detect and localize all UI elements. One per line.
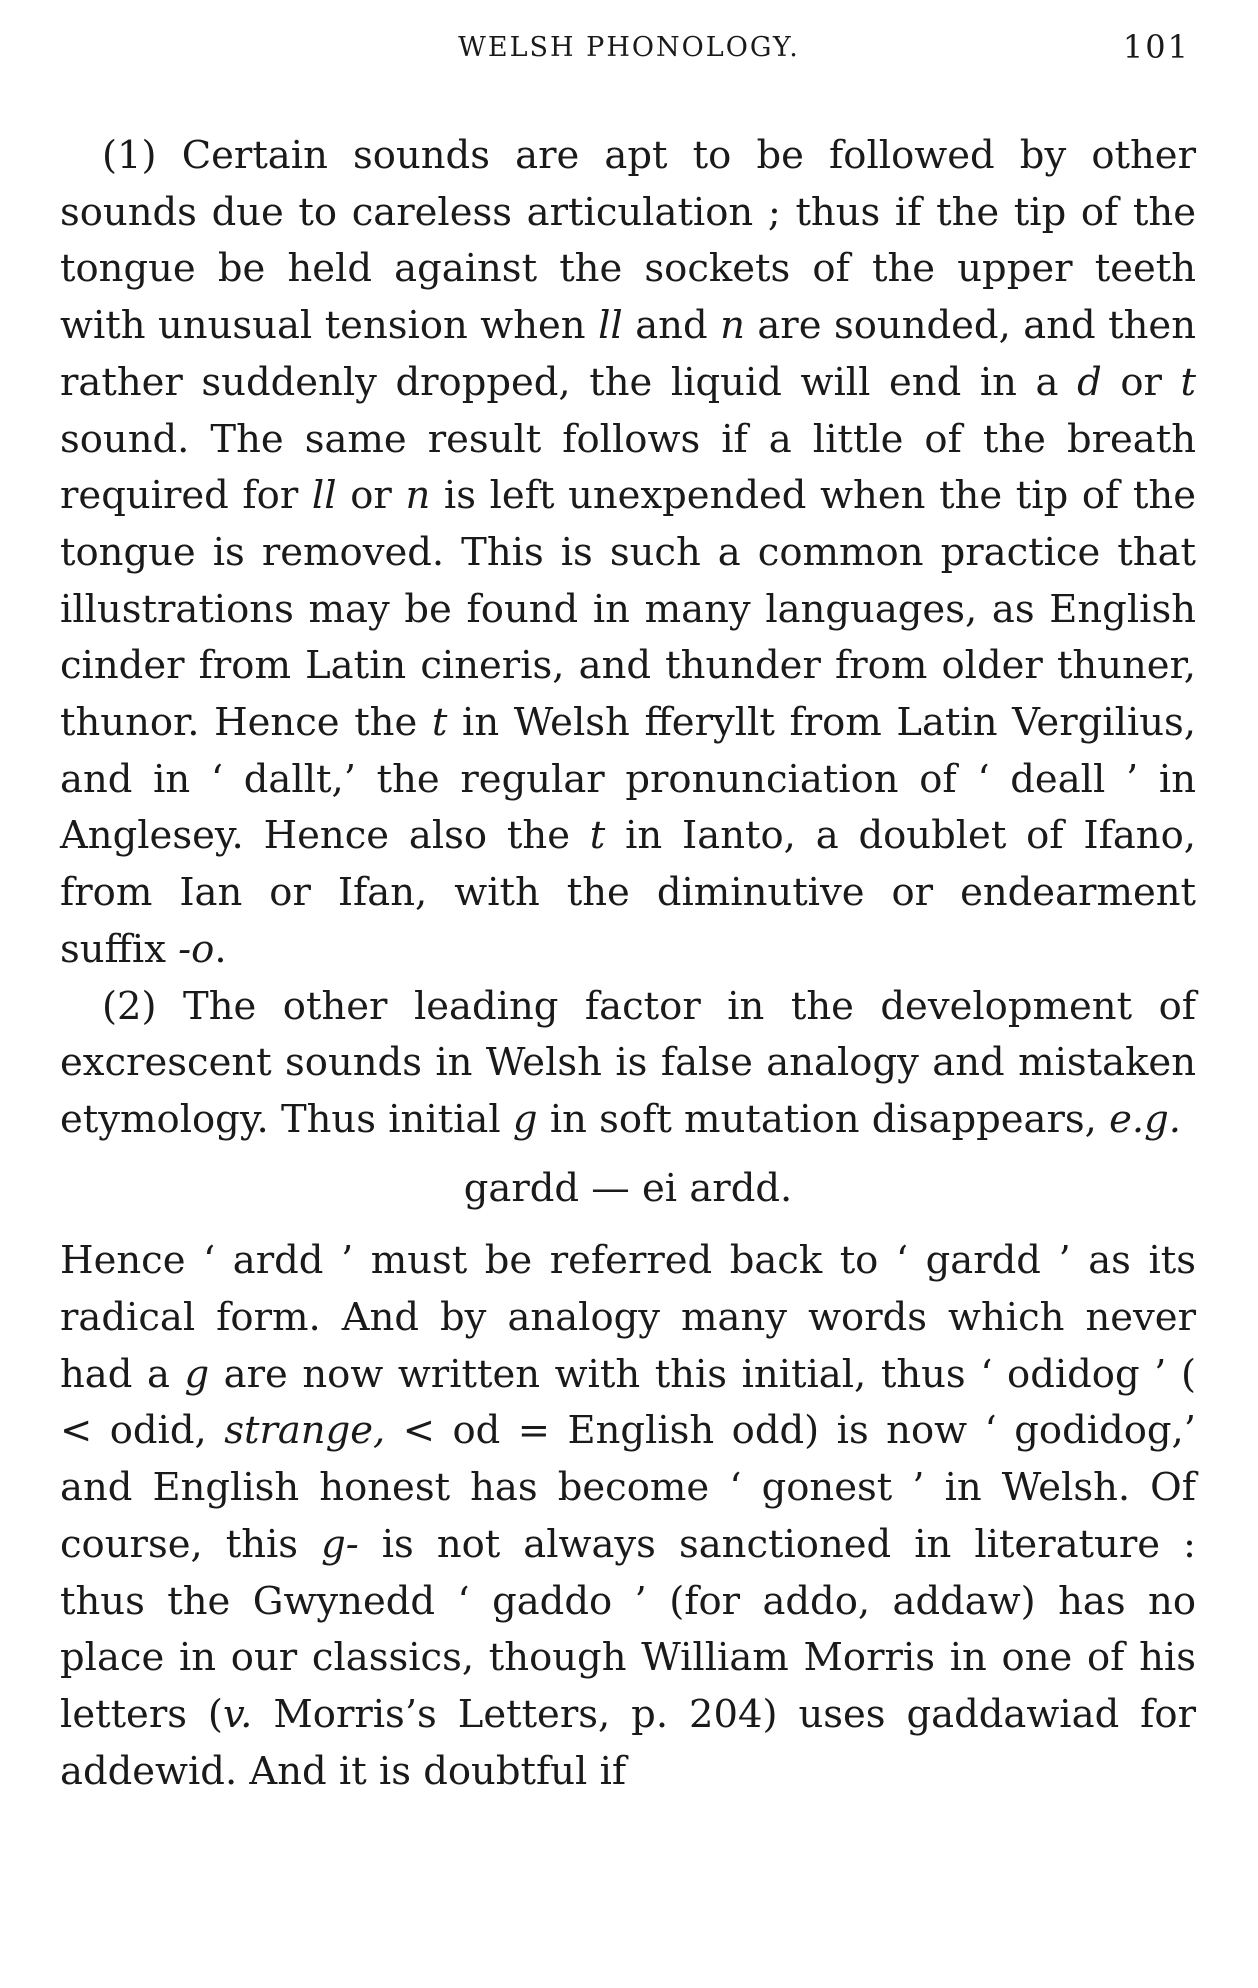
italic-term: n <box>405 473 431 519</box>
running-title: WELSH PHONOLOGY. <box>458 32 800 63</box>
paragraph-1-text: or <box>336 473 406 519</box>
running-head <box>60 28 1198 68</box>
italic-term: t <box>1180 359 1197 405</box>
italic-term: g- <box>321 1521 359 1567</box>
italic-term: ll <box>598 303 623 349</box>
paragraph-3-text: Morris’s Letters, p. 204) uses gaddawiad for addewid. And it is doubtful if <box>60 1691 1196 1794</box>
paragraph-1-text: and <box>622 303 721 349</box>
paragraph-1-text: (1) Certain sounds are apt to be followed by other sounds due to careless articulation ; thus if the tip of the tongue be held against the sockets of the upper teeth with unusual tension when <box>60 133 1196 349</box>
paragraph-3-text: is not always sanctioned in literature : thus the Gwynedd ‘ gaddo ’ (for addo, addaw) has no place in our classics, though William Morris in one of his letters ( <box>60 1521 1196 1737</box>
paragraph-1-text: in Welsh fferyllt from Latin Vergilius, and in ‘ dallt,’ the regular pronunciation of ‘ deall ’ in Anglesey. Hence also the <box>60 700 1196 859</box>
italic-term: t <box>431 700 448 746</box>
paragraph-2-text: (2) The other leading factor in the development of excrescent sounds in Welsh is false analogy and mistaken etymology. Thus initial <box>60 983 1196 1142</box>
italic-term: ll <box>311 473 337 519</box>
italic-term: strange, <box>224 1408 386 1454</box>
page-number: 101 <box>1122 28 1190 66</box>
body-text <box>60 128 1196 1800</box>
italic-term: n <box>720 303 745 349</box>
paragraph-2 <box>60 979 1196 1149</box>
paragraph-3 <box>60 1233 1196 1800</box>
paragraph-2-text: in soft mutation disappears, <box>537 1096 1110 1142</box>
paragraph-1 <box>60 128 1196 979</box>
paragraph-3-text: are now written with this initial, thus ‘ odidog ’ ( < odid, <box>60 1351 1196 1454</box>
paragraph-1-text: is left unexpended when the tip of the tongue is removed. This is such a common practice that illustrations may be found in many languages, as English cinder from Latin cineris, and thunder from older thuner, thunor. Hence the <box>60 473 1196 746</box>
italic-term: d <box>1077 359 1102 405</box>
paragraph-1-text: are sounded, and then rather suddenly dropped, the liquid will end in a <box>60 303 1197 405</box>
paragraph-3-text: Hence ‘ ardd ’ must be referred back to ‘ gardd ’ as its radical form. And by analogy many words which never had a <box>60 1238 1196 1397</box>
paragraph-1-text: . <box>214 926 227 972</box>
italic-term: t <box>589 813 606 859</box>
paragraph-1-text: or <box>1101 359 1181 405</box>
paragraph-1-text: in Ianto, a doublet of Ifano, from Ian or Ifan, with the diminutive or endearment suffix <box>60 813 1196 972</box>
paragraph-1-text: sound. The same result follows if a little of the breath required for <box>60 416 1196 519</box>
italic-term: e.g. <box>1109 1096 1182 1142</box>
italic-term: g <box>184 1351 210 1397</box>
italic-term: v. <box>222 1691 253 1737</box>
paragraph-3-text: < od = English odd) is now ‘ godidog,’ and English honest has become ‘ gonest ’ in Welsh. Of course, this <box>60 1408 1196 1567</box>
italic-term: g <box>512 1096 538 1142</box>
italic-term: -o <box>178 926 215 972</box>
mutation-example: gardd — ei ardd. <box>463 1165 793 1211</box>
